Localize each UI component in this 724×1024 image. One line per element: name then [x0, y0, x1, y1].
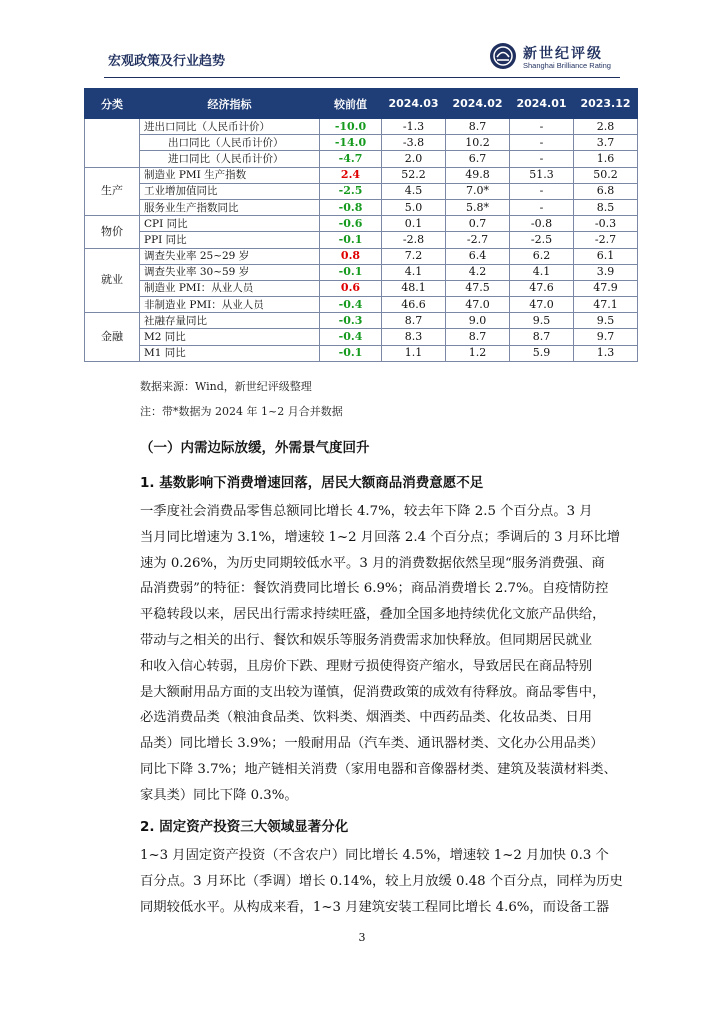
change-cell: 0.6 [320, 280, 382, 296]
value-cell: 8.5 [574, 199, 638, 215]
indicator-cell: 调查失业率 25~29 岁 [140, 248, 320, 264]
indicator-cell: 调查失业率 30~59 岁 [140, 264, 320, 280]
change-cell: -14.0 [320, 135, 382, 151]
value-cell: 50.2 [574, 167, 638, 183]
value-cell: - [510, 119, 574, 135]
logo-chinese-name: 新世纪评级 [523, 46, 603, 62]
value-cell: 51.3 [510, 167, 574, 183]
indicator-cell: 进出口同比（人民币计价） [140, 119, 320, 135]
indicator-cell: PPI 同比 [140, 232, 320, 248]
section-heading: （一）内需边际放缓，外需景气度回升 [140, 440, 370, 456]
subsection-heading-consumption: 1. 基数影响下消费增速回落，居民大额商品消费意愿不足 [140, 475, 484, 491]
value-cell: 8.7 [510, 329, 574, 345]
value-cell: 7.0* [446, 183, 510, 199]
value-cell: 1.3 [574, 345, 638, 361]
value-cell: 3.7 [574, 135, 638, 151]
table-body [85, 119, 638, 362]
paragraph-line: 是大额耐用品方面的支出较为谨慎，促消费政策的成效有待释放。商品零售中， [140, 684, 606, 700]
table-row [85, 199, 638, 215]
value-cell: -2.7 [574, 232, 638, 248]
column-header: 较前值 [320, 89, 382, 119]
paragraph-line: 同比下降 3.7%；地产链相关消费（家用电器和音像器材类、建筑及装潢材料类、 [140, 761, 617, 777]
value-cell: 47.1 [574, 297, 638, 313]
value-cell: 1.2 [446, 345, 510, 361]
paragraph-investment [140, 843, 623, 920]
table-row [85, 183, 638, 199]
change-cell: -4.7 [320, 151, 382, 167]
value-cell: 4.2 [446, 264, 510, 280]
indicator-cell: M1 同比 [140, 345, 320, 361]
value-cell: - [510, 199, 574, 215]
value-cell: - [510, 151, 574, 167]
value-cell: 6.7 [446, 151, 510, 167]
category-cell: 物价 [85, 216, 140, 248]
paragraph-line: 必选消费品类（粮油食品类、饮料类、烟酒类、中西药品类、化妆品类、日用 [140, 710, 593, 726]
indicator-cell: 工业增加值同比 [140, 183, 320, 199]
value-cell: 46.6 [382, 297, 446, 313]
value-cell: 9.7 [574, 329, 638, 345]
value-cell: 47.6 [510, 280, 574, 296]
paragraph-line: 百分点。3 月环比（季调）增长 0.14%，较上月放缓 0.48 个百分点，同样为历史 [140, 873, 623, 889]
value-cell: 1.1 [382, 345, 446, 361]
value-cell: 0.1 [382, 216, 446, 232]
value-cell: -2.8 [382, 232, 446, 248]
value-cell: 6.4 [446, 248, 510, 264]
value-cell: 9.0 [446, 313, 510, 329]
change-cell: -0.1 [320, 232, 382, 248]
value-cell: 6.8 [574, 183, 638, 199]
subsection-heading-investment: 2. 固定资产投资三大领域显著分化 [140, 819, 349, 835]
column-header: 2024.01 [510, 89, 574, 119]
header-divider [104, 77, 620, 78]
logo-english-name: Shanghai Brilliance Rating [523, 61, 611, 70]
table-row [85, 119, 638, 135]
value-cell: -1.3 [382, 119, 446, 135]
value-cell: -2.7 [446, 232, 510, 248]
change-cell: -0.6 [320, 216, 382, 232]
paragraph-line: 一季度社会消费品零售总额同比增长 4.7%，较去年下降 2.5 个百分点。3 月 [140, 504, 593, 519]
value-cell: 8.3 [382, 329, 446, 345]
table-row [85, 232, 638, 248]
table-row [85, 329, 638, 345]
value-cell: 2.8 [574, 119, 638, 135]
value-cell: 1.6 [574, 151, 638, 167]
change-cell: 0.8 [320, 248, 382, 264]
indicator-cell: 非制造业 PMI：从业人员 [140, 297, 320, 313]
value-cell: 5.8* [446, 199, 510, 215]
table-row [85, 280, 638, 296]
table-row [85, 297, 638, 313]
category-cell [85, 119, 140, 168]
paragraph-consumption [140, 499, 621, 809]
value-cell: 5.0 [382, 199, 446, 215]
value-cell: 0.7 [446, 216, 510, 232]
value-cell: -0.8 [510, 216, 574, 232]
change-cell: -0.1 [320, 345, 382, 361]
value-cell: -0.3 [574, 216, 638, 232]
value-cell: 47.0 [446, 297, 510, 313]
page-header-title: 宏观政策及行业趋势 [108, 54, 226, 69]
value-cell: - [510, 135, 574, 151]
data-source-note: 数据来源：Wind，新世纪评级整理 [140, 380, 312, 393]
value-cell: 8.7 [446, 329, 510, 345]
table-row [85, 264, 638, 280]
value-cell: 9.5 [510, 313, 574, 329]
paragraph-line: 平稳转段以来，居民出行需求持续旺盛，叠加全国多地持续优化文旅产品供给， [140, 607, 606, 623]
table-row [85, 167, 638, 183]
indicator-cell: 服务业生产指数同比 [140, 199, 320, 215]
change-cell: -0.1 [320, 264, 382, 280]
column-header: 2024.03 [382, 89, 446, 119]
table-row [85, 135, 638, 151]
paragraph-line: 带动与之相关的出行、餐饮和娱乐等服务消费需求加快释放。但同期居民就业 [140, 632, 593, 648]
value-cell: 8.7 [446, 119, 510, 135]
indicator-cell: CPI 同比 [140, 216, 320, 232]
value-cell: 47.0 [510, 297, 574, 313]
change-cell: 2.4 [320, 167, 382, 183]
value-cell: 7.2 [382, 248, 446, 264]
value-cell: -2.5 [510, 232, 574, 248]
paragraph-line: 品类）同比增长 3.9%；一般耐用品（汽车类、通讯器材类、文化办公用品类） [140, 736, 604, 752]
value-cell: 9.5 [574, 313, 638, 329]
value-cell: 49.8 [446, 167, 510, 183]
change-cell: -2.5 [320, 183, 382, 199]
column-header: 经济指标 [140, 89, 320, 119]
table-row [85, 151, 638, 167]
paragraph-line: 家具类）同比下降 0.3%。 [140, 787, 298, 803]
paragraph-line: 品消费弱”的特征：餐饮消费同比增长 6.9%；商品消费增长 2.7%。自疫情防控 [140, 581, 609, 597]
table-row [85, 216, 638, 232]
column-header: 2023.12 [574, 89, 638, 119]
value-cell: 6.1 [574, 248, 638, 264]
value-cell: 10.2 [446, 135, 510, 151]
economic-indicators-table [84, 88, 638, 362]
indicator-cell: 制造业 PMI：从业人员 [140, 280, 320, 296]
category-cell: 生产 [85, 167, 140, 216]
value-cell: - [510, 183, 574, 199]
change-cell: -0.8 [320, 199, 382, 215]
change-cell: -0.4 [320, 329, 382, 345]
indicator-cell: 出口同比（人民币计价） [140, 135, 320, 151]
indicator-cell: 社融存量同比 [140, 313, 320, 329]
paragraph-line: 1~3 月固定资产投资（不含农户）同比增长 4.5%，增速较 1~2 月加快 0.3 个 [140, 848, 609, 863]
indicator-cell: M2 同比 [140, 329, 320, 345]
value-cell: -3.8 [382, 135, 446, 151]
value-cell: 5.9 [510, 345, 574, 361]
category-cell: 就业 [85, 248, 140, 313]
paragraph-line: 速为 0.26%，为历史同期较低水平。3 月的消费数据依然呈现“服务消费强、商 [140, 555, 605, 571]
value-cell: 8.7 [382, 313, 446, 329]
logo-emblem-icon [489, 42, 517, 70]
value-cell: 48.1 [382, 280, 446, 296]
change-cell: -0.4 [320, 297, 382, 313]
table-header-row [85, 89, 638, 119]
column-header: 2024.02 [446, 89, 510, 119]
indicator-cell: 进口同比（人民币计价） [140, 151, 320, 167]
value-cell: 6.2 [510, 248, 574, 264]
paragraph-line: 和收入信心转弱，且房价下跌、理财亏损使得资产缩水，导致居民在商品特别 [140, 658, 593, 674]
page-number: 3 [358, 931, 366, 944]
value-cell: 4.1 [382, 264, 446, 280]
change-cell: -0.3 [320, 313, 382, 329]
value-cell: 47.9 [574, 280, 638, 296]
footnote: 注：带*数据为 2024 年 1~2 月合并数据 [140, 405, 343, 418]
table-row [85, 313, 638, 329]
column-header: 分类 [85, 89, 140, 119]
change-cell: -10.0 [320, 119, 382, 135]
value-cell: 4.1 [510, 264, 574, 280]
value-cell: 4.5 [382, 183, 446, 199]
indicator-cell: 制造业 PMI 生产指数 [140, 167, 320, 183]
value-cell: 2.0 [382, 151, 446, 167]
value-cell: 47.5 [446, 280, 510, 296]
company-logo [489, 42, 619, 76]
paragraph-line: 同期较低水平。从构成来看，1~3 月建筑安装工程同比增长 4.6%，而设备工器 [140, 899, 610, 915]
paragraph-line: 当月同比增速为 3.1%，增速较 1~2 月回落 2.4 个百分点；季调后的 3 月环比增 [140, 529, 621, 545]
table-row [85, 345, 638, 361]
category-cell: 金融 [85, 313, 140, 362]
table-row [85, 248, 638, 264]
value-cell: 3.9 [574, 264, 638, 280]
value-cell: 52.2 [382, 167, 446, 183]
